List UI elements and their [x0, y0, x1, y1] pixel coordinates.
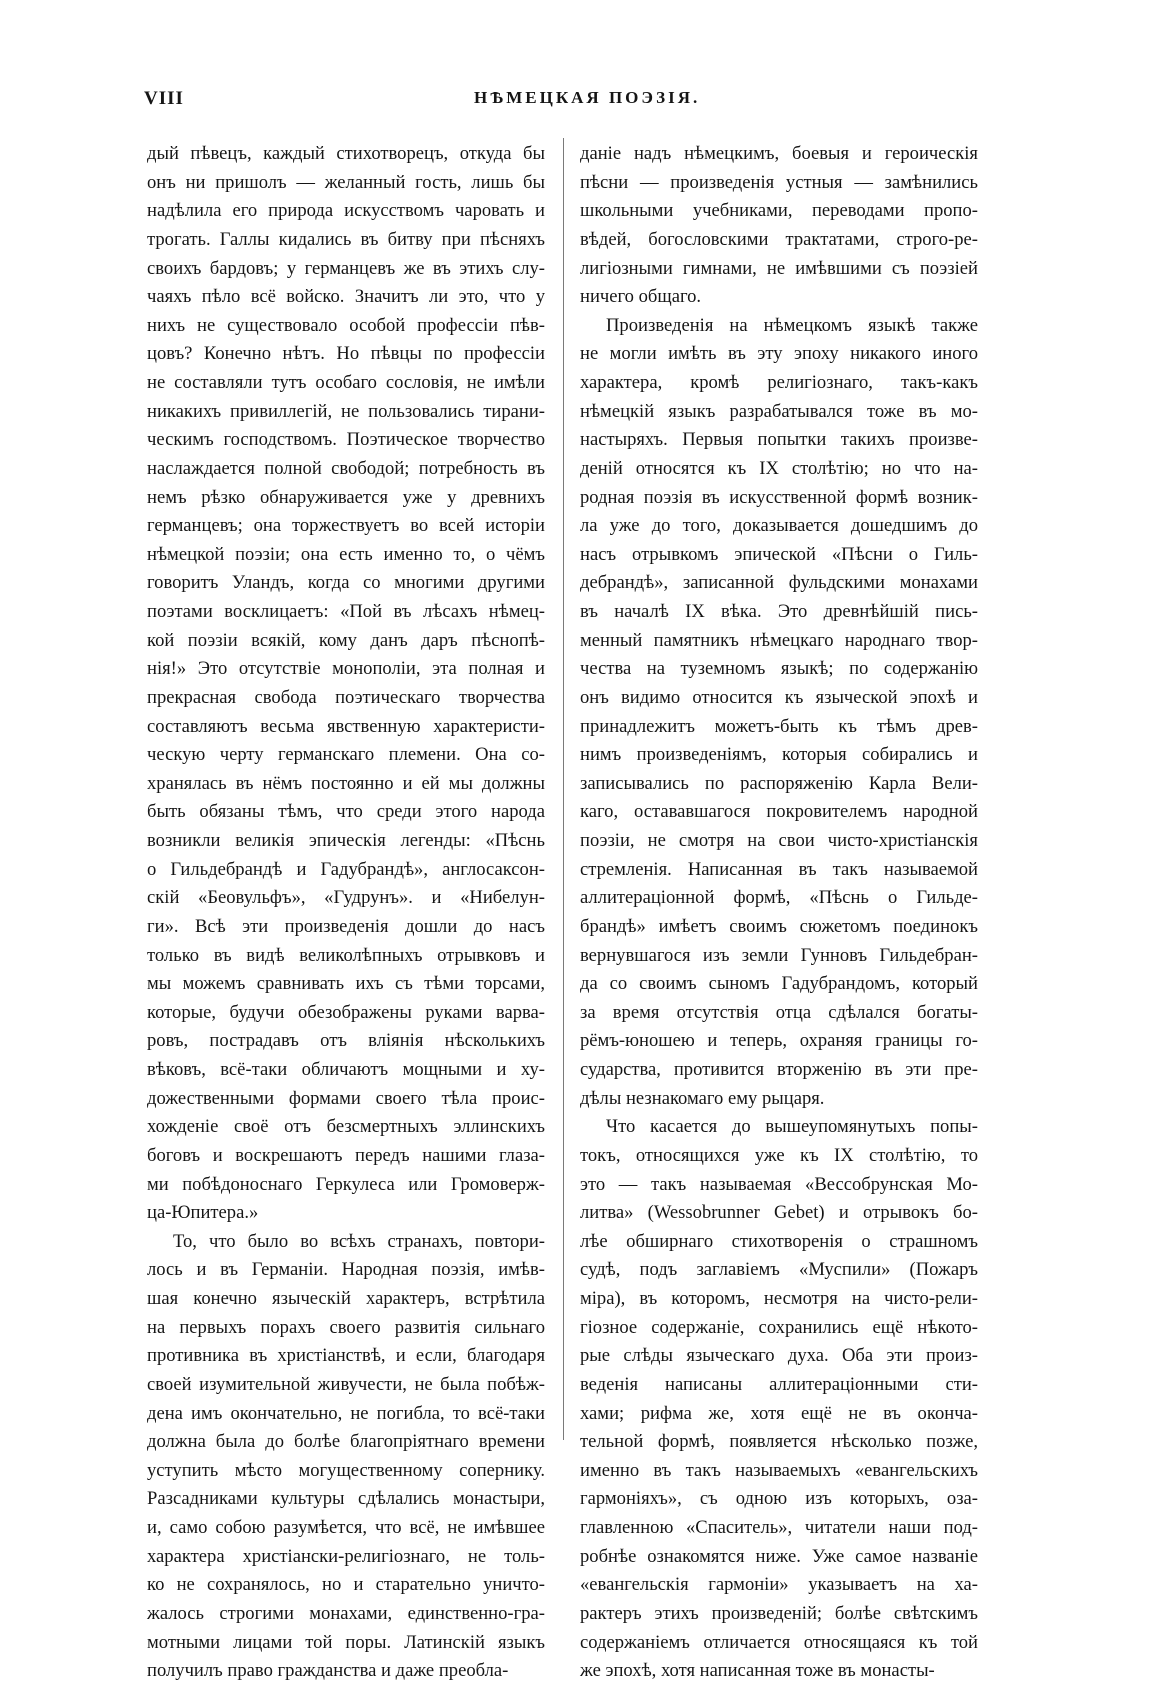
text-line: шая конечно языческій характеръ, встрѣтила [147, 1288, 545, 1309]
text-line: нихъ не существовало особой профессіи пѣв- [147, 314, 545, 336]
text-line: брандѣ» имѣетъ своимъ сюжетомъ поединокъ [580, 915, 978, 937]
text-line: не составляли тутъ особаго сословія, не имѣли [147, 372, 545, 393]
text-line: гармоніяхъ», съ одною изъ которыхъ, оза- [580, 1488, 978, 1510]
text-line: вернувшагося изъ земли Гунновъ Гильдебран- [580, 944, 978, 966]
text-line: поэзіи, не смотря на свои чисто-христіанскія [580, 830, 978, 851]
text-line: рактеръ этихъ произведеній; болѣе свѣтскимъ [580, 1602, 978, 1624]
running-title: НѢМЕЦКАЯ ПОЭЗІЯ. [474, 88, 701, 107]
text-line: ла уже до того, доказывается дошедшимъ до [580, 515, 978, 537]
text-line: за время отсутствія отца сдѣлался богаты- [580, 1001, 978, 1023]
text-line: менный памятникъ нѣмецкаго народнаго твор- [580, 629, 978, 651]
text-line: характера христіански-религіознаго, не толь- [147, 1545, 545, 1567]
text-line: въ началѣ IX вѣка. Это древнѣйшій пись- [580, 601, 978, 622]
text-line: боговъ и воскрешаютъ передъ нашими глаза- [147, 1144, 545, 1166]
text-line: Что касается до вышеупомянутыхъ попы- [606, 1116, 978, 1138]
text-line: содержаніемъ отличается относящаяся къ той [580, 1631, 978, 1653]
text-line: цовъ? Конечно нѣтъ. Но пѣвцы по профессіи [147, 343, 545, 365]
text-line: о Гильдебрандѣ и Гадубрандѣ», англосаксон- [147, 858, 545, 880]
text-line: только въ видѣ великолѣпныхъ отрывковъ и [147, 944, 545, 966]
text-line: онъ ни пришолъ — желанный гость, лишь бы [147, 171, 545, 193]
text-line: уступить мѣсто могущественному сопернику. [147, 1459, 545, 1481]
text-line: насъ отрывкомъ эпической «Пѣсни о Гиль- [580, 543, 978, 565]
text-line: лигіозными гимнами, не имѣвшими съ поэзіей [580, 257, 978, 279]
right-column [580, 140, 978, 1686]
text-line: чаяхъ пѣло всё войско. Значитъ ли это, что у [147, 286, 545, 308]
text-line: онъ видимо относится къ языческой эпохѣ и [580, 686, 978, 708]
text-line: и, само собою разумѣется, что всё, не имѣвшее [147, 1517, 545, 1538]
text-line: противника въ христіанствѣ, и если, благодаря [147, 1345, 545, 1367]
text-line: это — такъ называемая «Вессобрунская Мо- [580, 1173, 978, 1195]
text-line: своихъ бардовъ; у германцевъ же въ этихъ слу- [147, 257, 545, 279]
text-line: говоритъ Уландъ, когда со многими другими [147, 572, 545, 594]
column-divider [563, 138, 564, 1440]
text-line: характера, кромѣ религіознаго, такъ-какъ [580, 372, 978, 393]
text-line: судѣ, подъ заглавіемъ «Муспили» (Пожаръ [580, 1259, 978, 1281]
text-line: Разсадниками культуры сдѣлались монастыри, [147, 1488, 545, 1510]
text-line: возникли великія эпическія легенды: «Пѣснь [147, 830, 545, 851]
text-line: да со своимъ сыномъ Гадубрандомъ, который [580, 973, 978, 995]
text-line: дѣлы незнакомаго ему рыцаря. [580, 1087, 825, 1109]
text-line: хами; рифма же, хотя ещё не въ оконча- [580, 1402, 978, 1424]
text-line: наслаждается полной свободой; потребность въ [147, 457, 545, 479]
text-line: робнѣе ознакомятся ниже. Уже самое названіе [580, 1545, 978, 1567]
text-line: даніе надъ нѣмецкимъ, боевыя и героическія [580, 143, 978, 164]
text-line: принадлежитъ можетъ-быть къ тѣмъ древ- [580, 715, 978, 737]
text-line: вѣковъ, всё-таки обличаютъ мощными и ху- [147, 1059, 545, 1080]
text-line: рые слѣды языческаго духа. Оба эти произ- [580, 1345, 978, 1367]
text-line: школьными учебниками, переводами пропо- [580, 200, 978, 222]
text-line: нія!» Это отсутствіе монополіи, эта полная и [147, 658, 545, 680]
text-line: тельной формѣ, появляется нѣсколько позже, [580, 1431, 978, 1453]
text-line: на первыхъ порахъ своего развитія сильнаго [147, 1316, 545, 1338]
text-line: скій «Беовульфъ», «Гудрунъ». и «Нибелун- [147, 887, 545, 909]
text-line: лось и въ Германіи. Народная поэзія, имѣв- [147, 1259, 545, 1281]
text-line: литва» (Wessobrunner Gebet) и отрывокъ бо- [580, 1202, 978, 1224]
text-line: трогать. Галлы кидались въ битву при пѣсняхъ [147, 228, 545, 250]
text-line: хожденіе своё отъ безсмертныхъ эллинскихъ [147, 1116, 545, 1138]
text-line: дебрандѣ», записанной фульдскими монахами [580, 572, 978, 594]
text-line: токъ, относящихся уже къ IX столѣтію, то [580, 1144, 978, 1166]
text-line: аллитераціонной формѣ, «Пѣснь о Гильде- [580, 887, 978, 909]
text-line: родная поэзія въ искусственной формѣ возник- [580, 486, 978, 508]
text-line: не могли имѣть въ эту эпоху никакого иного [580, 343, 978, 365]
running-head [144, 88, 1014, 118]
text-line: немъ рѣзко обнаруживается уже у древнихъ [147, 486, 545, 508]
left-column [147, 140, 545, 1686]
text-line: никакихъ привиллегій, не пользовались тирани- [147, 400, 545, 422]
text-line: должна была до болѣе благопріятнаго времени [147, 1431, 545, 1453]
text-line: записывались по распоряженію Карла Вели- [580, 772, 978, 794]
text-line: прекрасная свобода поэтическаго творчества [147, 686, 545, 708]
text-line: ческую черту германскаго племени. Она со- [147, 744, 545, 766]
text-line: именно въ такъ называемыхъ «евангельскихъ [580, 1459, 978, 1481]
text-line: своей изумительной живучести, не была побѣж- [147, 1373, 545, 1395]
text-line: То, что было во всѣхъ странахъ, повтори- [173, 1230, 545, 1252]
text-line: ца-Юпитера.» [147, 1202, 259, 1224]
text-line: чества на туземномъ языкѣ; по содержанію [580, 658, 978, 680]
text-line: сударства, противится вторженію въ эти пре- [580, 1059, 978, 1080]
text-line: жалось строгими монахами, единственно-гра- [147, 1602, 545, 1624]
text-line: веденія написаны аллитераціонными сти- [580, 1373, 978, 1395]
text-line: быть обязаны тѣмъ, что среди этого народа [147, 801, 545, 823]
text-line: ми побѣдоноснаго Геркулеса или Громоверж- [147, 1173, 545, 1195]
text-line: нимъ произведеніямъ, которыя собирались и [580, 744, 978, 766]
text-line: міра), въ которомъ, несмотря на чисто-рели- [580, 1288, 978, 1309]
text-line: лѣе обширнаго стихотворенія о страшномъ [580, 1230, 978, 1252]
text-line: нѣмецкой поэзіи; она есть именно то, о чёмъ [147, 543, 545, 565]
text-line: составляютъ весьма явственную характеристи- [147, 715, 545, 737]
text-line: «евангельскія гармоніи» указываетъ на ха- [580, 1574, 978, 1596]
text-line: гіозное содержаніе, сохранились ещё нѣкото- [580, 1316, 978, 1338]
text-line: стремленія. Написанная въ такъ называемой [580, 858, 978, 880]
text-line: которые, будучи обезображены руками варва- [147, 1001, 545, 1023]
text-line: мы можемъ сравнивать ихъ съ тѣми торсами, [147, 973, 545, 995]
text-line: Произведенія на нѣмецкомъ языкѣ также [606, 314, 978, 336]
text-line: ко не сохранялось, но и старательно уничто- [147, 1574, 545, 1596]
text-line: ровъ, пострадавъ отъ вліянія нѣсколькихъ [147, 1030, 545, 1052]
text-line: дена имъ окончательно, не погибла, то всё-таки [147, 1402, 545, 1424]
text-line: главленною «Спаситель», читатели наши под- [580, 1517, 978, 1538]
text-line: же эпохѣ, хотя написанная тоже въ монасты- [580, 1660, 935, 1682]
text-line: хранялась въ нёмъ постоянно и ей мы должны [147, 772, 545, 794]
text-line: пѣсни — произведенія устныя — замѣнились [580, 171, 978, 193]
page-number: VIII [144, 88, 184, 109]
text-line: надѣлила его природа искусствомъ чаровать и [147, 200, 545, 222]
text-line: нѣмецкій языкъ разрабатывался тоже въ мо- [580, 400, 978, 422]
text-line: поэтами восклицаетъ: «Пой въ лѣсахъ нѣмец- [147, 601, 545, 622]
text-line: каго, остававшагося покровителемъ народной [580, 801, 978, 823]
text-line: ческимъ господствомъ. Поэтическое творчество [147, 429, 545, 451]
text-line: настыряхъ. Первыя попытки такихъ произве- [580, 429, 978, 451]
text-line: дожественными формами своего тѣла проис- [147, 1087, 545, 1109]
text-line: вѣдей, богословскими трактатами, строго-ре- [580, 228, 978, 250]
text-line: получилъ право гражданства и даже преобла- [147, 1660, 509, 1682]
text-line: мотными лицами той поры. Латинскій языкъ [147, 1631, 545, 1653]
text-line: кой поэзіи всякій, кому данъ даръ пѣснопѣ- [147, 629, 545, 651]
text-line: германцевъ; она торжествуетъ во всей исторіи [147, 515, 545, 537]
text-line: деній относятся къ IX столѣтію; но что на- [580, 457, 978, 479]
text-line: рёмъ-юношею и теперь, охраняя границы го- [580, 1030, 978, 1052]
text-line: ги». Всѣ эти произведенія дошли до насъ [147, 915, 545, 937]
text-line: дый пѣвецъ, каждый стихотворецъ, откуда бы [147, 143, 545, 164]
text-line: ничего общаго. [580, 286, 702, 308]
